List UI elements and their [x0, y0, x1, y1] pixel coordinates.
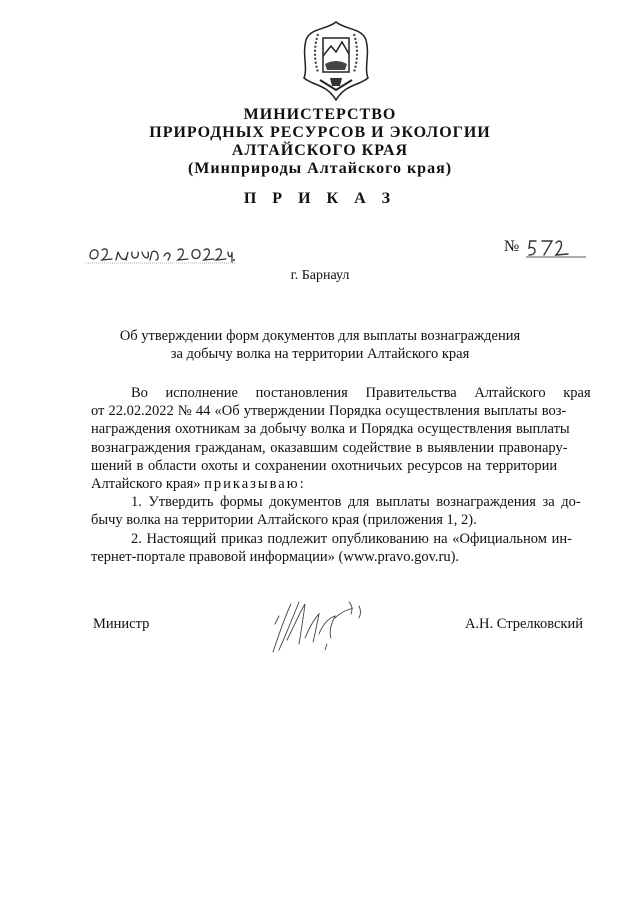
body-line-text: бычу волка на территории Алтайского края (приложения 1, 2).: [91, 512, 477, 529]
body-line: [91, 493, 589, 511]
body-line: [91, 511, 589, 529]
body-line: [91, 530, 589, 548]
order-number-label: №: [504, 238, 520, 255]
body-line: [91, 548, 589, 566]
ministry-header: [0, 106, 640, 178]
body-line-text: от 22.02.2022 № 44 «Об утверждении Порядка осуществления выплаты воз-: [91, 403, 567, 420]
header-line: АЛТАЙСКОГО КРАЯ: [231, 142, 409, 159]
order-heading: П Р И К А З: [243, 190, 397, 207]
body-line-text: вознаграждения гражданам, оказавшим содействие в выявлении правонару-: [91, 439, 568, 456]
handwritten-date: [86, 238, 236, 266]
body-line-text: награждения охотникам за добычу волка и Порядка осуществления выплаты: [91, 421, 570, 438]
command-word: приказываю:: [204, 476, 306, 493]
handwritten-signature: [265, 594, 375, 656]
body-line: [91, 475, 589, 493]
title-line: за добычу волка на территории Алтайского края: [170, 346, 470, 362]
body-line-text: 2. Настоящий приказ подлежит опубликованию на «Официальном ин-: [131, 530, 572, 547]
body-line-text: шений в области охоты и сохранении охотничьих ресурсов на территории: [91, 457, 558, 474]
header-line: МИНИСТЕРСТВО: [243, 106, 397, 123]
handwritten-order-number: [526, 233, 586, 261]
header-line: (Минприроды Алтайского края): [187, 160, 453, 177]
signatory-name: А.Н. Стрелковский: [464, 616, 583, 632]
title-line: Об утверждении форм документов для выплаты вознаграждения: [119, 328, 521, 344]
header-line: ПРИРОДНЫХ РЕСУРСОВ И ЭКОЛОГИИ: [149, 124, 491, 141]
coat-of-arms-emblem: [296, 20, 376, 102]
body-line-text: тернет-портале правовой информации» (www.pravo.gov.ru).: [91, 548, 460, 565]
body-line-text: 1. Утвердить формы документов для выплаты вознаграждения за до-: [131, 494, 581, 511]
order-body: [91, 384, 589, 566]
body-line: [91, 439, 589, 457]
body-line: [91, 420, 589, 438]
city-label: г. Барнаул: [290, 268, 350, 283]
body-line-text: Алтайского края»: [91, 476, 201, 493]
body-line: [91, 384, 589, 402]
body-line: [91, 402, 589, 420]
body-line-text: Во исполнение постановления Правительства Алтайского края: [131, 385, 591, 401]
signatory-position: Министр: [93, 616, 150, 632]
body-line: [91, 457, 589, 475]
order-title: [0, 327, 640, 363]
